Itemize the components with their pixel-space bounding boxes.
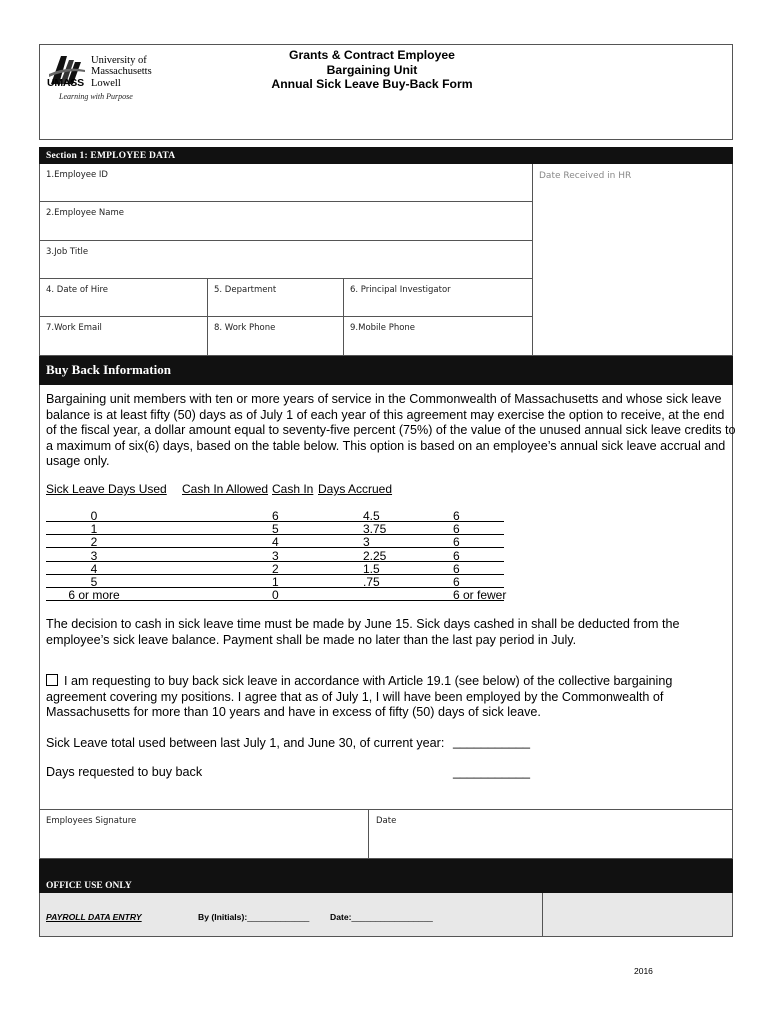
table-cell: 6: [272, 509, 279, 523]
date-of-hire-field[interactable]: 4. Date of Hire: [46, 285, 109, 295]
signature-date-field[interactable]: Date: [376, 816, 397, 826]
job-title-field[interactable]: 3.Job Title: [46, 247, 89, 257]
request-text-content: I am requesting to buy back sick leave in accordance with Article 19.1 (see below) of the collective bargaining agreement covering my positions. I agree that as of July 1, I will have been employed by the Commonwealth of Massachusetts for more than 10 years and have in excess of fifty (50) days of sick leave.: [46, 674, 673, 720]
request-text: [46, 674, 736, 721]
row-divider: [39, 240, 532, 241]
table-cell: 1: [90, 522, 98, 537]
logo-massachusetts: Massachusetts: [91, 66, 152, 77]
table-cell: 2: [90, 535, 98, 550]
table-col-days-used: [46, 510, 142, 602]
table-header-cash-in: Cash In: [272, 482, 314, 496]
table-header-days-accrued: Days Accrued: [318, 482, 393, 496]
table-cell: 3: [272, 548, 279, 563]
by-initials-blank[interactable]: _____________: [247, 912, 310, 922]
decision-text: The decision to cash in sick leave time must be made by June 15. Sick days cashed in shall be deducted from the employee’s sick leave balance. Payment shall be made no later than the last pay period in July.: [46, 617, 680, 647]
table-cell: 0: [90, 509, 98, 523]
table-cell: 6: [453, 575, 460, 590]
table-col-cash-in: [363, 510, 386, 602]
office-date-text: Date:: [330, 912, 352, 922]
table-cell: 0: [272, 588, 279, 603]
table-cell: 3: [363, 535, 370, 550]
table-cell: 2.25: [363, 548, 387, 563]
signature-divider: [368, 809, 369, 859]
office-date-label: [330, 912, 433, 922]
office-title: OFFICE USE ONLY: [46, 881, 132, 891]
payroll-label: PAYROLL DATA ENTRY: [46, 912, 142, 922]
umass-logo: [45, 49, 155, 105]
section1-title: Section 1: EMPLOYEE DATA: [46, 151, 176, 161]
employee-id-field[interactable]: 1.Employee ID: [46, 170, 108, 180]
buyback-intro: Bargaining unit members with ten or more years of service in the Commonwealth of Massachusetts and whose sick leave balance is at least fifty (50) days as of July 1 of each year of this agreement may exercise the option to receive, at the end of the fiscal year, a dollar amount equal to seventy-five percent (75%) of the value of the unused annual sick leave credits to a maximum of six(6) days, based on the table below. This option is based on an employee’s annual sick leave accrual and usage only.: [46, 392, 736, 469]
table-cell: 6 or fewer: [453, 588, 507, 603]
days-requested-blank[interactable]: ___________: [453, 765, 531, 779]
logo-brand: UMASS: [47, 77, 84, 89]
table-cell: 1: [272, 575, 279, 590]
table-col-days-accrued: [453, 510, 506, 602]
row-divider: [39, 278, 532, 279]
row-divider: [39, 316, 532, 317]
table-cell: 3: [90, 548, 98, 563]
date-received-field[interactable]: Date Received in HR: [539, 171, 632, 181]
buyback-title: Buy Back Information: [46, 362, 171, 377]
office-header-bar: [39, 859, 733, 893]
table-cell: [363, 589, 386, 602]
form-title-line1: Grants & Contract Employee: [289, 48, 455, 62]
days-requested-label: Days requested to buy back: [46, 765, 203, 779]
table-header-days-used: Sick Leave Days Used: [46, 482, 167, 496]
mobile-phone-field[interactable]: 9.Mobile Phone: [350, 323, 416, 333]
by-initials-label: [198, 912, 309, 922]
form-title-line2: Bargaining Unit: [326, 62, 418, 77]
logo-tagline: Learning with Purpose: [59, 92, 133, 101]
cell-divider: [207, 278, 208, 356]
form-title-line3: Annual Sick Leave Buy-Back Form: [271, 77, 473, 91]
logo-campus: Lowell: [91, 78, 121, 89]
table-cell: 5: [90, 575, 98, 590]
table-cell: 6: [453, 522, 460, 537]
table-header-cash-allowed: Cash In Allowed: [182, 482, 269, 496]
table-col-cash-allowed: [272, 510, 279, 602]
table-cell: .75: [363, 575, 380, 590]
work-phone-field[interactable]: 8. Work Phone: [214, 323, 276, 333]
table-cell: 6: [453, 548, 460, 563]
office-divider: [542, 893, 543, 937]
table-cell: 6 or more: [68, 588, 120, 603]
table-cell: 4: [90, 561, 98, 576]
employee-signature-field[interactable]: Employees Signature: [46, 816, 137, 826]
table-cell: 3.75: [363, 522, 387, 537]
employee-name-field[interactable]: 2.Employee Name: [46, 208, 124, 218]
total-used-blank[interactable]: ___________: [453, 735, 531, 749]
table-cell: 6: [453, 509, 460, 523]
logo-university: University of: [91, 55, 147, 66]
table-cell: 4: [272, 535, 279, 550]
footer-year: 2016: [634, 966, 653, 976]
total-used-label: Sick Leave total used between last July 1, and June 30, of current year:: [46, 736, 445, 750]
table-cell: 6: [453, 535, 460, 550]
hr-divider: [532, 164, 533, 356]
by-initials-text: By (Initials):: [198, 912, 248, 922]
office-date-blank[interactable]: _________________: [351, 912, 433, 922]
form-title: [232, 48, 512, 92]
table-cell: 2: [272, 561, 279, 576]
cell-divider: [343, 278, 344, 356]
department-field[interactable]: 5. Department: [214, 285, 277, 295]
row-divider: [39, 201, 532, 202]
work-email-field[interactable]: 7.Work Email: [46, 323, 102, 333]
table-cell: 5: [272, 522, 279, 537]
principal-investigator-field[interactable]: 6. Principal Investigator: [350, 285, 451, 295]
table-cell: 6: [453, 561, 460, 576]
table-cell: 1.5: [363, 561, 380, 576]
table-cell: 4.5: [363, 509, 380, 523]
